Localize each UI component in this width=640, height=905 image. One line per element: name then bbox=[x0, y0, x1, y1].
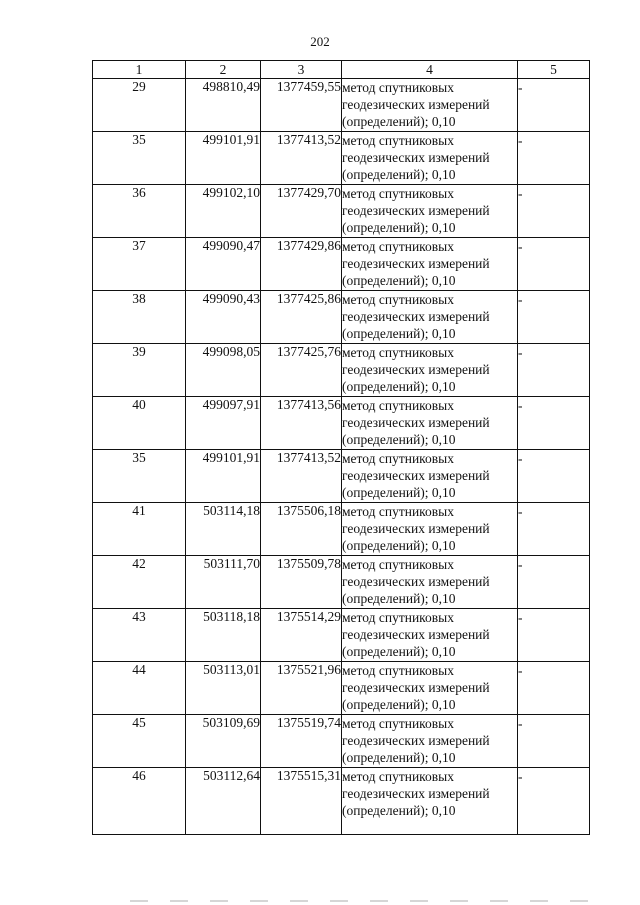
table-row bbox=[93, 662, 590, 715]
table-row bbox=[93, 768, 590, 835]
coordinate-y: 1377459,55 bbox=[261, 79, 342, 132]
method-line: (определений); 0,10 bbox=[342, 326, 456, 341]
table-row bbox=[93, 450, 590, 503]
point-number: 38 bbox=[93, 291, 186, 344]
note-cell: - bbox=[518, 450, 590, 503]
point-number: 35 bbox=[93, 132, 186, 185]
coordinate-y: 1375506,18 bbox=[261, 503, 342, 556]
method-line: (определений); 0,10 bbox=[342, 273, 456, 288]
note-cell: - bbox=[518, 238, 590, 291]
scan-artifact bbox=[130, 900, 600, 902]
coordinates-table bbox=[92, 60, 590, 835]
method-line: геодезических измерений bbox=[342, 680, 490, 695]
method-cell bbox=[342, 79, 518, 132]
note-cell: - bbox=[518, 715, 590, 768]
method-line: метод спутниковых bbox=[342, 769, 454, 784]
coordinate-y: 1377429,86 bbox=[261, 238, 342, 291]
method-line: метод спутниковых bbox=[342, 186, 454, 201]
coordinate-x: 503118,18 bbox=[186, 609, 261, 662]
method-line: метод спутниковых bbox=[342, 398, 454, 413]
table-row bbox=[93, 185, 590, 238]
method-cell bbox=[342, 397, 518, 450]
coordinate-y: 1377413,56 bbox=[261, 397, 342, 450]
method-line: (определений); 0,10 bbox=[342, 379, 456, 394]
method-cell bbox=[342, 185, 518, 238]
table-row bbox=[93, 132, 590, 185]
point-number: 40 bbox=[93, 397, 186, 450]
coordinate-x: 499101,91 bbox=[186, 132, 261, 185]
point-number: 39 bbox=[93, 344, 186, 397]
method-line: геодезических измерений bbox=[342, 733, 490, 748]
method-cell bbox=[342, 503, 518, 556]
method-line: метод спутниковых bbox=[342, 80, 454, 95]
point-number: 42 bbox=[93, 556, 186, 609]
column-header-1: 1 bbox=[93, 61, 186, 79]
method-cell bbox=[342, 715, 518, 768]
method-cell bbox=[342, 662, 518, 715]
coordinate-y: 1375521,96 bbox=[261, 662, 342, 715]
method-line: метод спутниковых bbox=[342, 504, 454, 519]
coordinate-y: 1377429,70 bbox=[261, 185, 342, 238]
method-line: геодезических измерений bbox=[342, 150, 490, 165]
method-line: (определений); 0,10 bbox=[342, 644, 456, 659]
coordinate-x: 499090,43 bbox=[186, 291, 261, 344]
table-row bbox=[93, 503, 590, 556]
coordinate-x: 503112,64 bbox=[186, 768, 261, 835]
method-line: метод спутниковых bbox=[342, 451, 454, 466]
method-line: (определений); 0,10 bbox=[342, 803, 456, 818]
method-line: метод спутниковых bbox=[342, 716, 454, 731]
method-line: геодезических измерений bbox=[342, 415, 490, 430]
point-number: 45 bbox=[93, 715, 186, 768]
note-cell: - bbox=[518, 397, 590, 450]
method-line: геодезических измерений bbox=[342, 574, 490, 589]
method-cell bbox=[342, 291, 518, 344]
point-number: 29 bbox=[93, 79, 186, 132]
method-line: геодезических измерений bbox=[342, 256, 490, 271]
note-cell: - bbox=[518, 503, 590, 556]
method-line: (определений); 0,10 bbox=[342, 750, 456, 765]
note-cell: - bbox=[518, 132, 590, 185]
column-header-5: 5 bbox=[518, 61, 590, 79]
method-line: геодезических измерений bbox=[342, 627, 490, 642]
method-line: метод спутниковых bbox=[342, 133, 454, 148]
table-row bbox=[93, 715, 590, 768]
method-line: метод спутниковых bbox=[342, 557, 454, 572]
note-cell: - bbox=[518, 344, 590, 397]
table-row bbox=[93, 344, 590, 397]
note-cell: - bbox=[518, 609, 590, 662]
coordinate-y: 1377425,86 bbox=[261, 291, 342, 344]
method-line: (определений); 0,10 bbox=[342, 167, 456, 182]
method-cell bbox=[342, 450, 518, 503]
table-row bbox=[93, 291, 590, 344]
point-number: 36 bbox=[93, 185, 186, 238]
table-body bbox=[93, 79, 590, 835]
coordinate-x: 499101,91 bbox=[186, 450, 261, 503]
method-line: метод спутниковых bbox=[342, 610, 454, 625]
method-line: (определений); 0,10 bbox=[342, 220, 456, 235]
coordinate-y: 1377413,52 bbox=[261, 450, 342, 503]
coordinate-y: 1375515,31 bbox=[261, 768, 342, 835]
method-line: геодезических измерений bbox=[342, 309, 490, 324]
method-line: геодезических измерений bbox=[342, 468, 490, 483]
method-cell bbox=[342, 238, 518, 291]
method-line: метод спутниковых bbox=[342, 663, 454, 678]
method-line: (определений); 0,10 bbox=[342, 432, 456, 447]
coordinate-y: 1375519,74 bbox=[261, 715, 342, 768]
coordinate-y: 1377413,52 bbox=[261, 132, 342, 185]
column-header-4: 4 bbox=[342, 61, 518, 79]
coordinate-x: 503114,18 bbox=[186, 503, 261, 556]
coordinate-x: 499102,10 bbox=[186, 185, 261, 238]
note-cell: - bbox=[518, 556, 590, 609]
method-line: метод спутниковых bbox=[342, 239, 454, 254]
table-row bbox=[93, 79, 590, 132]
method-line: (определений); 0,10 bbox=[342, 538, 456, 553]
method-line: геодезических измерений bbox=[342, 521, 490, 536]
point-number: 46 bbox=[93, 768, 186, 835]
method-line: (определений); 0,10 bbox=[342, 591, 456, 606]
point-number: 44 bbox=[93, 662, 186, 715]
note-cell: - bbox=[518, 79, 590, 132]
point-number: 35 bbox=[93, 450, 186, 503]
point-number: 43 bbox=[93, 609, 186, 662]
method-line: (определений); 0,10 bbox=[342, 697, 456, 712]
coordinate-x: 499098,05 bbox=[186, 344, 261, 397]
page-number: 202 bbox=[310, 34, 330, 49]
method-line: (определений); 0,10 bbox=[342, 485, 456, 500]
method-line: геодезических измерений bbox=[342, 362, 490, 377]
coordinate-x: 498810,49 bbox=[186, 79, 261, 132]
coordinate-x: 503111,70 bbox=[186, 556, 261, 609]
coordinate-y: 1375509,78 bbox=[261, 556, 342, 609]
coordinate-x: 499090,47 bbox=[186, 238, 261, 291]
method-cell bbox=[342, 768, 518, 835]
table-row bbox=[93, 238, 590, 291]
column-header-2: 2 bbox=[186, 61, 261, 79]
coordinate-y: 1375514,29 bbox=[261, 609, 342, 662]
method-cell bbox=[342, 609, 518, 662]
table-header-row bbox=[93, 61, 590, 79]
method-line: метод спутниковых bbox=[342, 292, 454, 307]
method-cell bbox=[342, 132, 518, 185]
method-line: геодезических измерений bbox=[342, 786, 490, 801]
method-line: геодезических измерений bbox=[342, 203, 490, 218]
note-cell: - bbox=[518, 662, 590, 715]
note-cell: - bbox=[518, 768, 590, 835]
method-line: геодезических измерений bbox=[342, 97, 490, 112]
method-line: метод спутниковых bbox=[342, 345, 454, 360]
note-cell: - bbox=[518, 185, 590, 238]
table-row bbox=[93, 397, 590, 450]
coordinate-x: 503113,01 bbox=[186, 662, 261, 715]
coordinate-x: 499097,91 bbox=[186, 397, 261, 450]
table-row bbox=[93, 556, 590, 609]
table-row bbox=[93, 609, 590, 662]
method-cell bbox=[342, 556, 518, 609]
method-line: (определений); 0,10 bbox=[342, 114, 456, 129]
coordinate-y: 1377425,76 bbox=[261, 344, 342, 397]
column-header-3: 3 bbox=[261, 61, 342, 79]
point-number: 41 bbox=[93, 503, 186, 556]
note-cell: - bbox=[518, 291, 590, 344]
point-number: 37 bbox=[93, 238, 186, 291]
coordinate-x: 503109,69 bbox=[186, 715, 261, 768]
method-cell bbox=[342, 344, 518, 397]
